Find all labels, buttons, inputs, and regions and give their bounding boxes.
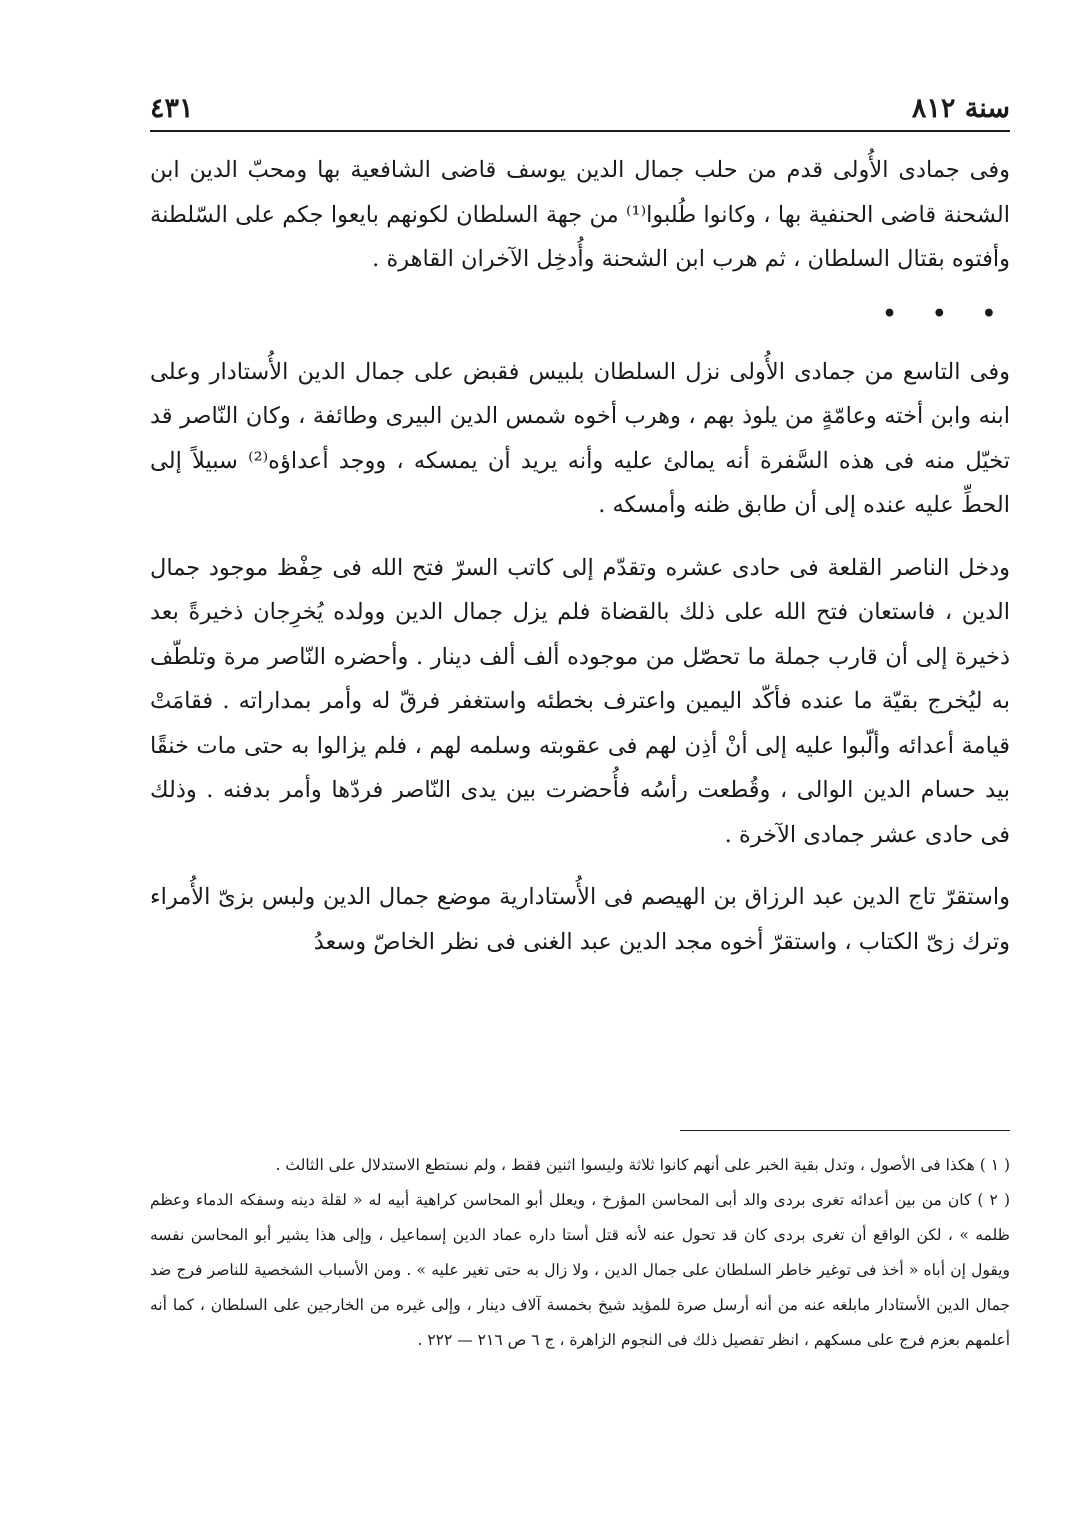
page-number: ٤٣١	[150, 93, 194, 124]
footnote-1: ( ١ ) هكذا فى الأصول ، وتدل بقية الخبر على أنهم كانوا ثلاثة وليسوا اثنين فقط ، ولم نستطع الاستدلال على الثالث .	[275, 1156, 1010, 1174]
section-separator: • • •	[882, 300, 1010, 327]
paragraph-4: واستقرّ تاج الدين عبد الرزاق بن الهيصم فى الأُستادارية موضع جمال الدين ولبس بزىّ الأُمراء وترك زىّ الكتاب ، واستقرّ أخوه مجد الدين عبد الغنى فى نظر الخاصّ وسعدُ	[150, 884, 1010, 955]
footnote-rule	[680, 1130, 1010, 1131]
paragraph-gap	[150, 857, 1010, 875]
footnote-2: ( ٢ ) كان من بين أعدائه تغرى بردى والد أبى المحاسن المؤرخ ، ويعلل أبو المحاسن كراهية أبيه له « لقلة دينه وسفكه الدماء وعظم ظلمه » ، لكن الواقع أن تغرى بردى كان قد تحول عنه لأنه قتل أستا داره عماد الدين إسماعيل ، وإلى هذا يشير أبو المحاسن نفسه ويقول إن أباه « أخذ فى توغير خاطر السلطان على جمال الدين ، ولا زال به حتى تغير عليه » . ومن الأسباب الشخصية للناصر فرج ضد جمال الدين الأستادار مابلغه عنه من أنه أرسل صرة للمؤيد شيخ بخمسة آلاف دينار ، وإلى غيره من الخارجين على السلطان ، كما أنه أعلمهم بعزم فرج على مسكهم ، انظر تفصيل ذلك فى النجوم الزاهرة ، ج ٦ ص ٢١٦ — ٢٢٢ .	[150, 1191, 1010, 1349]
book-page	[150, 88, 1010, 1448]
main-text	[150, 148, 1010, 964]
paragraph-2: وفى التاسع من جمادى الأُولى نزل السلطان بلبيس فقبض على جمال الدين الأُستادار وعلى ابنه وابن أخته وعامّةٍ من يلوذ بهم ، وهرب أخوه شمس الدين البيرى وطائفة ، وكان النّاصر قد تخيّل منه فى هذه السَّفرة أنه يمالئ عليه وأنه يريد أن يمسكه ، ووجد أعداؤه⁽²⁾ سبيلاً إلى الحطِّ عليه عنده إلى أن طابق ظنه وأمسكه .	[150, 358, 1010, 518]
paragraph-gap	[150, 528, 1010, 546]
paragraph-3: ودخل الناصر القلعة فى حادى عشره وتقدّم إلى كاتب السرّ فتح الله فى حِفْظ موجود جمال الدين ، فاستعان فتح الله على ذلك بالقضاة فلم يزل جمال الدين وولده يُخرِجان ذخيرةً بعد ذخيرة إلى أن قارب جملة ما تحصّل من موجوده ألف ألف دينار . وأحضره النّاصر مرة وتلطّف به ليُخرج بقيّة ما عنده فأكّد اليمين واعترف بخطئه واستغفر فرقّ له وأمر بمداراته . فقامَتْ قيامة أعدائه وألّبوا عليه إلى أنْ أذِن لهم فى عقوبته وسلمه لهم ، فلم يزالوا به حتى مات خنقًا بيد حسام الدين الوالى ، وقُطعت رأسُه فأُحضرت بين يدى النّاصر فردّها وأمر بدفنه . وذلك فى حادى عشر جمادى الآخرة .	[150, 554, 1010, 848]
page-header	[150, 88, 1010, 124]
footnotes	[150, 1148, 1010, 1358]
paragraph-1: وفى جمادى الأُولى قدم من حلب جمال الدين يوسف قاضى الشافعية بها ومحبّ الدين ابن الشحنة قاضى الحنفية بها ، وكانوا طُلبوا⁽¹⁾ من جهة السلطان لكونهم بايعوا جكم على السّلطنة وأفتوه بقتال السلطان ، ثم هرب ابن الشحنة وأُدخِل الآخران القاهرة .	[150, 157, 1010, 272]
running-head-year: سنة ٨١٢	[911, 93, 1010, 124]
header-rule	[150, 130, 1010, 132]
